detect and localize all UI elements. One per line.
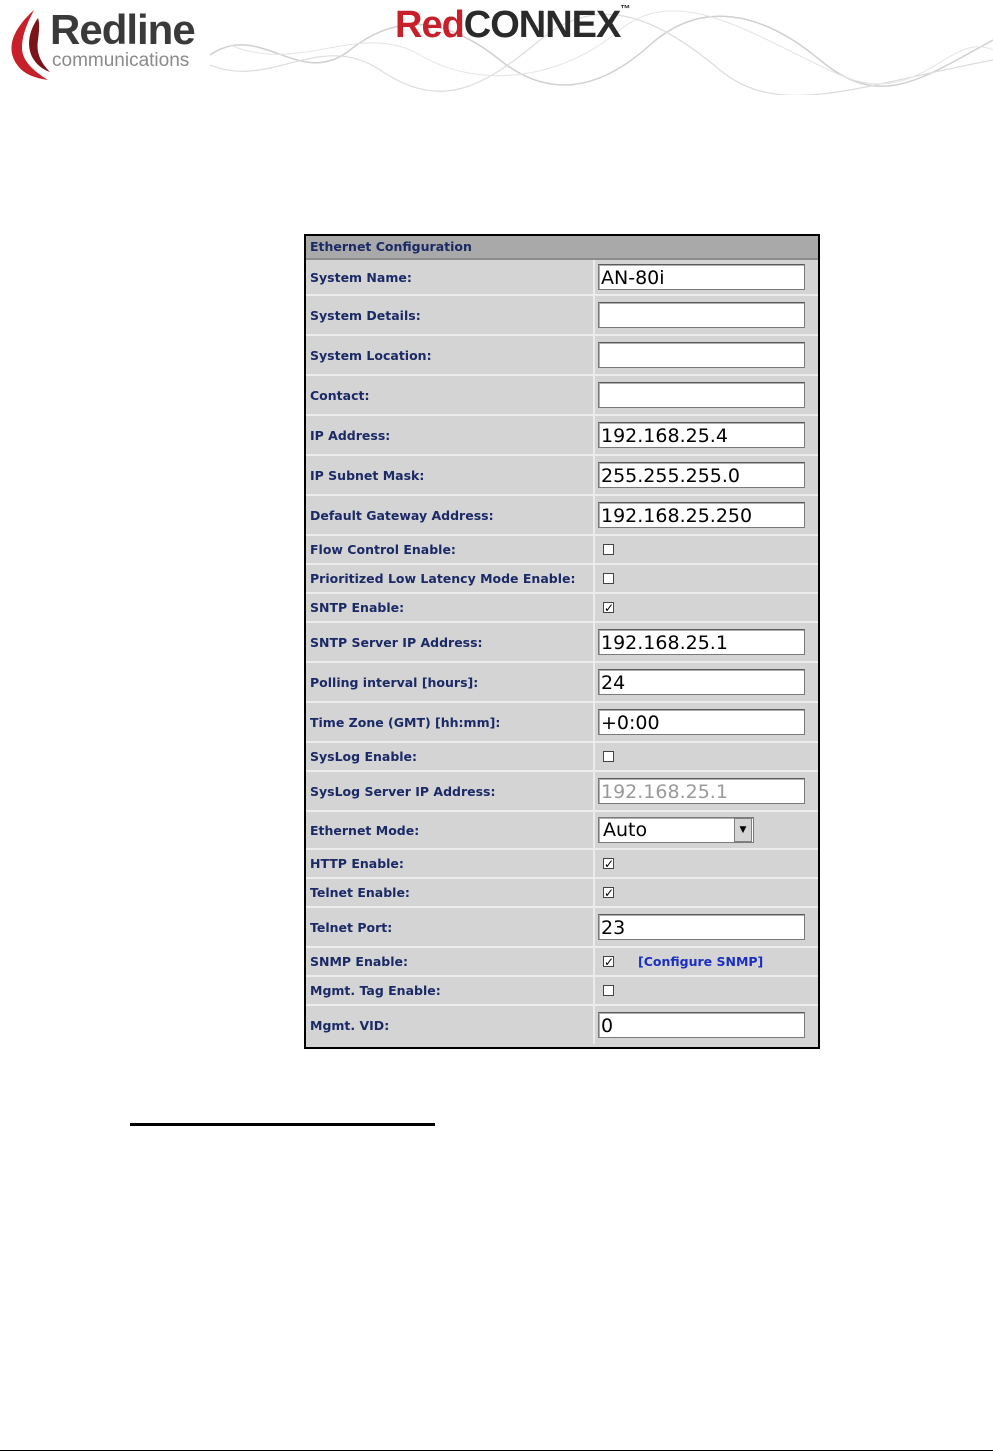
field-label: Time Zone (GMT) [hh:mm]: <box>306 703 595 741</box>
config-row <box>306 296 818 336</box>
text-field[interactable]: 23 <box>598 914 805 940</box>
page-header <box>0 0 993 95</box>
field-label: Mgmt. VID: <box>306 1006 595 1044</box>
select-value: Auto <box>603 819 648 841</box>
field-value-cell <box>595 536 818 563</box>
product-logo <box>395 4 629 47</box>
config-row <box>306 376 818 416</box>
config-rows <box>306 260 818 1044</box>
field-label: System Name: <box>306 260 595 294</box>
checkbox-checked[interactable]: ✓ <box>604 886 615 900</box>
config-row <box>306 416 818 456</box>
field-label: Ethernet Mode: <box>306 812 595 848</box>
field-value-cell <box>595 850 818 877</box>
config-row <box>306 336 818 376</box>
checkbox-checked[interactable]: ✓ <box>604 857 615 871</box>
config-row <box>306 850 818 879</box>
divider-bottom <box>0 1450 993 1451</box>
field-value-cell <box>595 908 818 946</box>
config-row <box>306 260 818 296</box>
config-row <box>306 456 818 496</box>
product-prefix: Red <box>395 4 464 46</box>
ethernet-configuration-panel <box>304 234 820 1049</box>
checkbox-unchecked[interactable] <box>603 544 614 555</box>
checkbox-unchecked[interactable] <box>603 573 614 584</box>
field-value-cell <box>595 456 818 494</box>
field-label: Prioritized Low Latency Mode Enable: <box>306 565 595 592</box>
text-field[interactable]: 192.168.25.250 <box>598 502 805 528</box>
field-value-cell <box>595 260 818 294</box>
config-row <box>306 948 818 977</box>
field-label: HTTP Enable: <box>306 850 595 877</box>
product-suffix: CONNEX <box>463 4 621 46</box>
field-value-cell <box>595 948 818 975</box>
field-value-cell <box>595 623 818 661</box>
field-value-cell <box>595 772 818 810</box>
field-value-cell <box>595 1006 818 1044</box>
configure-snmp-link[interactable]: [Configure SNMP] <box>638 954 764 969</box>
company-tagline: communications <box>52 50 190 71</box>
config-row <box>306 879 818 908</box>
config-row <box>306 496 818 536</box>
field-value-cell <box>595 703 818 741</box>
text-field: 192.168.25.1 <box>598 778 805 804</box>
config-row <box>306 743 818 772</box>
field-value-cell <box>595 296 818 334</box>
checkbox-checked[interactable]: ✓ <box>604 601 615 615</box>
config-row <box>306 663 818 703</box>
field-label: Mgmt. Tag Enable: <box>306 977 595 1004</box>
chevron-down-icon[interactable]: ▼ <box>734 818 752 842</box>
field-label: IP Address: <box>306 416 595 454</box>
text-field[interactable]: +0:00 <box>598 709 805 735</box>
panel-title: Ethernet Configuration <box>306 236 818 260</box>
field-label: Telnet Port: <box>306 908 595 946</box>
field-label: Polling interval [hours]: <box>306 663 595 701</box>
config-row <box>306 703 818 743</box>
field-value-cell <box>595 496 818 534</box>
checkbox-unchecked[interactable] <box>603 751 614 762</box>
company-name: Redline <box>50 6 195 53</box>
text-field[interactable] <box>598 342 805 368</box>
field-value-cell <box>595 743 818 770</box>
checkbox-checked[interactable]: ✓ <box>604 955 615 969</box>
field-label: System Location: <box>306 336 595 374</box>
config-row <box>306 594 818 623</box>
config-row <box>306 772 818 812</box>
field-label: SNTP Enable: <box>306 594 595 621</box>
redline-logo-icon <box>4 8 52 83</box>
field-label: SysLog Enable: <box>306 743 595 770</box>
field-value-cell <box>595 336 818 374</box>
text-field[interactable]: 0 <box>598 1012 805 1038</box>
field-value-cell <box>595 977 818 1004</box>
field-label: Contact: <box>306 376 595 414</box>
text-field[interactable] <box>598 382 805 408</box>
field-label: SNTP Server IP Address: <box>306 623 595 661</box>
field-value-cell <box>595 663 818 701</box>
divider-short <box>130 1123 435 1126</box>
field-label: SysLog Server IP Address: <box>306 772 595 810</box>
field-label: System Details: <box>306 296 595 334</box>
checkbox-unchecked[interactable] <box>603 985 614 996</box>
text-field[interactable]: 255.255.255.0 <box>598 462 805 488</box>
config-row <box>306 623 818 663</box>
field-value-cell <box>595 565 818 592</box>
config-row <box>306 977 818 1006</box>
field-value-cell <box>595 879 818 906</box>
field-label: IP Subnet Mask: <box>306 456 595 494</box>
config-row <box>306 812 818 850</box>
ethernet-mode-select[interactable] <box>598 817 754 843</box>
text-field[interactable]: 192.168.25.4 <box>598 422 805 448</box>
field-value-cell <box>595 376 818 414</box>
field-label: Flow Control Enable: <box>306 536 595 563</box>
field-value-cell <box>595 812 818 848</box>
field-label: SNMP Enable: <box>306 948 595 975</box>
config-row <box>306 536 818 565</box>
trademark: ™ <box>620 4 630 15</box>
text-field[interactable]: 192.168.25.1 <box>598 629 805 655</box>
field-label: Default Gateway Address: <box>306 496 595 534</box>
config-row <box>306 565 818 594</box>
config-row <box>306 1006 818 1044</box>
text-field[interactable]: 24 <box>598 669 805 695</box>
text-field[interactable] <box>598 302 805 328</box>
text-field[interactable]: AN-80i <box>598 264 805 290</box>
field-value-cell <box>595 594 818 621</box>
field-label: Telnet Enable: <box>306 879 595 906</box>
field-value-cell <box>595 416 818 454</box>
config-row <box>306 908 818 948</box>
